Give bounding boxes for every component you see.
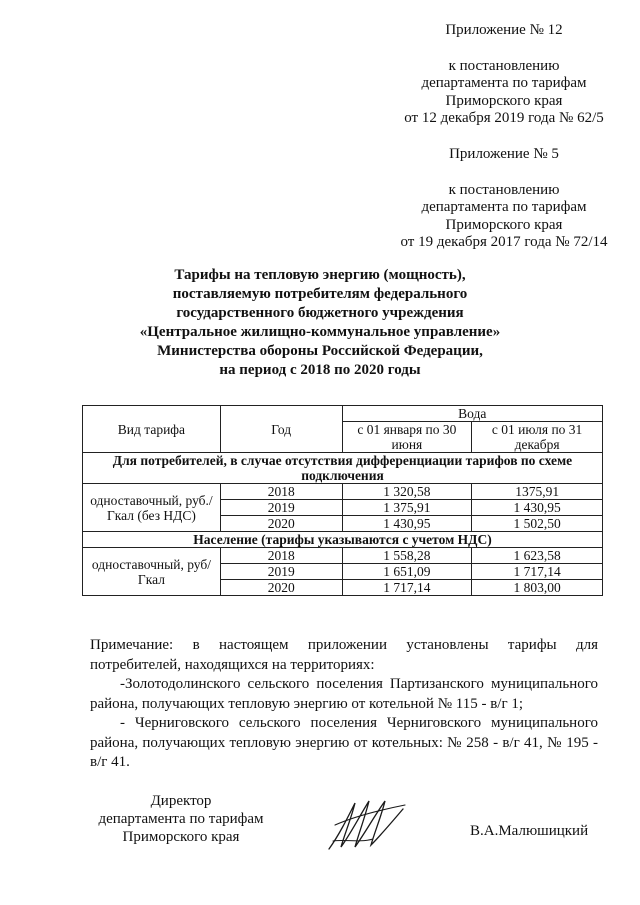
table-cell-year: 2020 (220, 580, 342, 596)
table-cell-value: 1 320,58 (342, 484, 472, 500)
table-cell-value: 1 502,50 (472, 516, 603, 532)
tariff-table (82, 405, 603, 596)
table-cell-value: 1 430,95 (472, 500, 603, 516)
table-cell-value: 1 717,14 (342, 580, 472, 596)
section-population-tariff-label: одноставочный, руб/Гкал (83, 548, 221, 596)
appendix-12-line: департамента по тарифам (421, 75, 587, 91)
signatory-position (86, 792, 276, 846)
section-consumers-title: Для потребителей, в случае отсутствия дифференциации тарифов по схеме подключения (83, 453, 603, 484)
table-cell-value: 1 430,95 (342, 516, 472, 532)
table-cell-value: 1375,91 (472, 484, 603, 500)
title-line: на период с 2018 по 2020 годы (219, 362, 421, 378)
title-line: Министерства обороны Российской Федерации, (157, 343, 483, 359)
table-cell-year: 2018 (220, 484, 342, 500)
note-item-1: -Золотодолинского сельского поселения Партизанского муниципального района, получающих тепловую энергию от котельной № 115 - в/г 1; (90, 676, 598, 712)
appendix-12-line: к постановлению (448, 57, 560, 74)
title-line: Тарифы на тепловую энергию (мощность), (174, 267, 466, 283)
table-cell-year: 2019 (220, 500, 342, 516)
appendix-5-title: Приложение № 5 (449, 146, 559, 162)
table-cell-value: 1 717,14 (472, 564, 603, 580)
handwritten-signature (325, 795, 410, 855)
table-cell-year: 2019 (220, 564, 342, 580)
header-period-1: с 01 января по 30 июня (342, 422, 472, 453)
signatory-position-line: департамента по тарифам (98, 811, 264, 827)
appendix-5-line: от 19 декабря 2017 года № 72/14 (400, 234, 608, 250)
document-title (80, 266, 560, 380)
title-line: поставляемую потребителям федерального (172, 286, 468, 302)
header-period-2: с 01 июля по 31 декабря (472, 422, 603, 453)
header-tariff-type: Вид тарифа (83, 406, 221, 453)
title-line: государственного бюджетного учреждения (176, 305, 464, 321)
section-consumers-tariff-label: одноставочный, руб./Гкал (без НДС) (83, 484, 221, 532)
appendix-12-line: от 12 декабря 2019 года № 62/5 (404, 110, 604, 126)
signatory-position-line: Приморского края (122, 829, 240, 845)
signatory-position-line: Директор (150, 793, 212, 809)
appendix-5-header (368, 146, 640, 252)
appendix-5-line: департамента по тарифам (421, 199, 587, 215)
table-cell-year: 2020 (220, 516, 342, 532)
header-year: Год (220, 406, 342, 453)
appendix-12-line: Приморского края (445, 92, 563, 109)
note-intro: Примечание: в настоящем приложении установлены тарифы для потребителей, находящихся на территориях: (90, 637, 598, 673)
appendix-5-line: Приморского края (445, 216, 563, 233)
table-cell-value: 1 803,00 (472, 580, 603, 596)
header-water: Вода (342, 406, 602, 422)
note-item-2: - Черниговского сельского поселения Черниговского муниципального района, получающих тепловую энергию от котельных: № 258 - в/г 41, № 195 - в/г 41. (90, 715, 598, 770)
table-cell-value: 1 558,28 (342, 548, 472, 564)
appendix-12-title: Приложение № 12 (445, 22, 563, 38)
section-population-title: Население (тарифы указываются с учетом НДС) (83, 532, 603, 548)
title-line: «Центральное жилищно-коммунальное управление» (139, 324, 501, 340)
table-cell-value: 1 375,91 (342, 500, 472, 516)
table-cell-value: 1 651,09 (342, 564, 472, 580)
signatory-name: В.А.Малюшицкий (470, 823, 589, 839)
table-cell-value: 1 623,58 (472, 548, 603, 564)
note-block (90, 636, 598, 773)
appendix-12-header (368, 22, 640, 128)
appendix-5-line: к постановлению (448, 181, 560, 198)
table-cell-year: 2018 (220, 548, 342, 564)
